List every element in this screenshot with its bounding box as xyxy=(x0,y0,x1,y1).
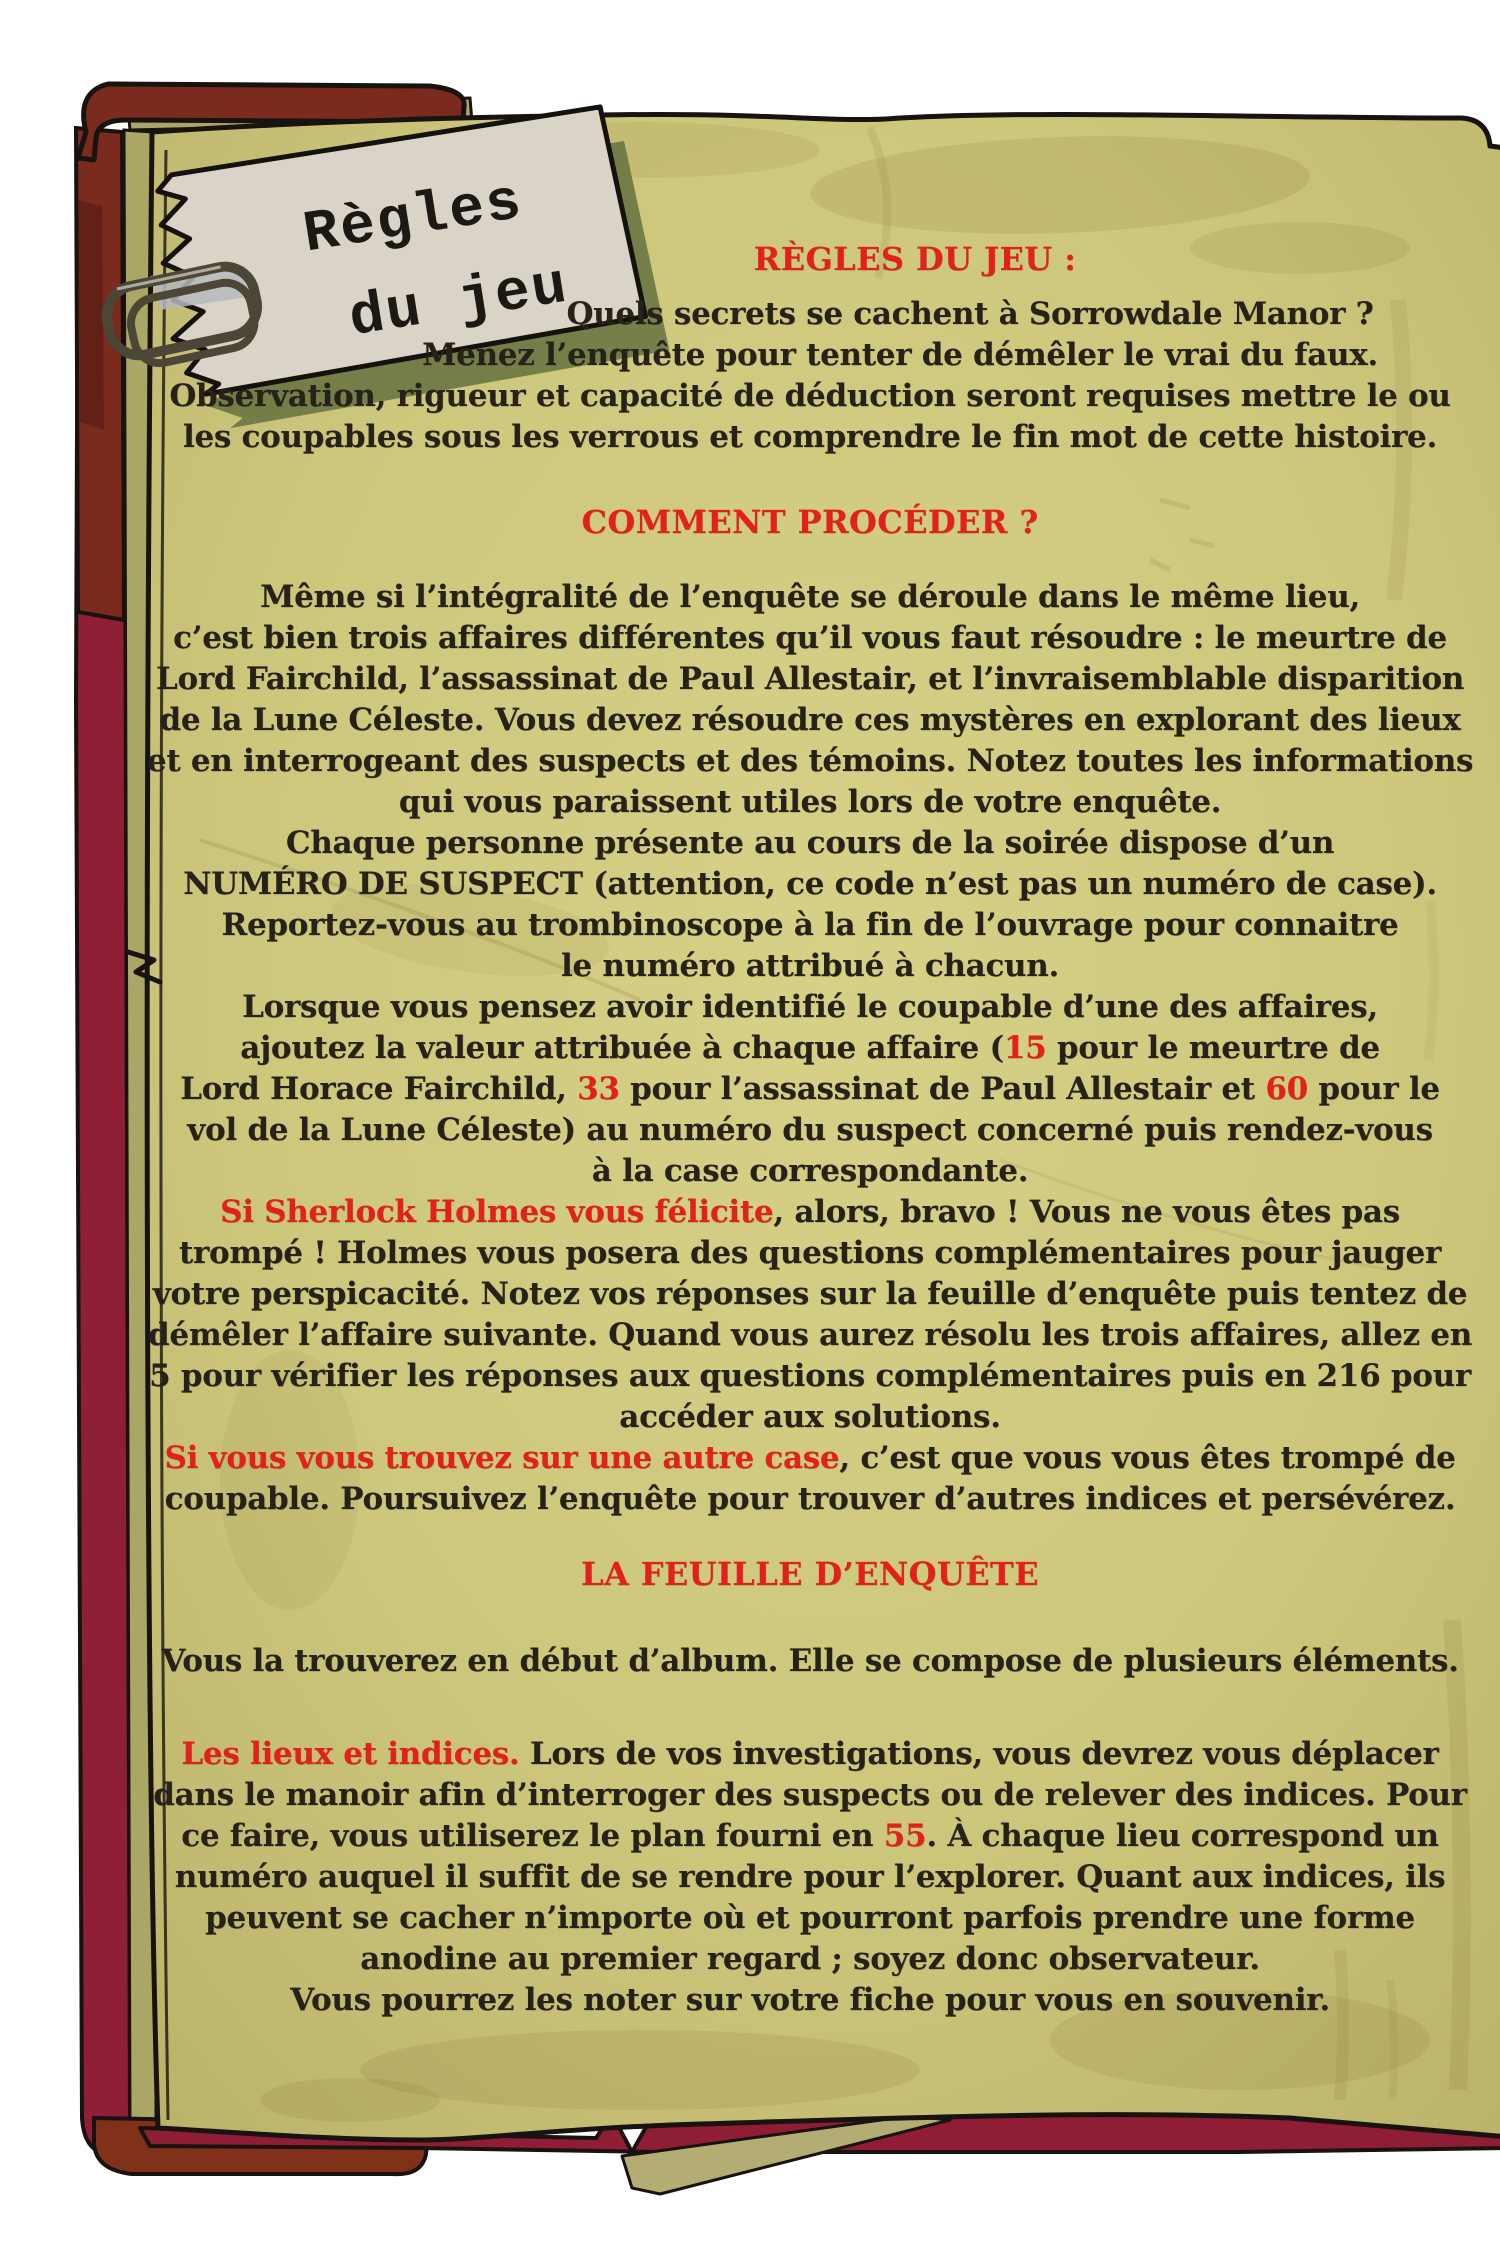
body-text: de la Lune Céleste. Vous devez résoudre ces mystères en explorant des lieux xyxy=(159,701,1461,738)
how-to-paragraph-line xyxy=(170,945,1450,986)
how-to-paragraph-line xyxy=(170,1068,1450,1109)
how-to-paragraph-line xyxy=(170,1232,1450,1273)
how-to-paragraph-line xyxy=(170,904,1450,945)
body-text: Même si l’intégralité de l’enquête se déroule dans le même lieu, xyxy=(260,578,1360,615)
body-text: qui vous paraissent utiles lors de votre enquête. xyxy=(398,783,1222,820)
body-text: ajoutez la valeur attribuée à chaque affaire ( xyxy=(240,1029,1004,1066)
body-text: Quels secrets se cachent à Sorrowdale Manor ? xyxy=(566,295,1374,332)
body-text: trompé ! Holmes vous posera des questions complémentaires pour jauger xyxy=(178,1234,1441,1271)
how-to-paragraph-line xyxy=(170,1150,1450,1191)
intro-paragraph-line xyxy=(170,375,1450,416)
highlighted-text: RÈGLES DU JEU : xyxy=(753,239,1077,278)
body-text: pour l’assassinat de Paul Allestair et xyxy=(619,1070,1266,1107)
body-text: 5 pour vérifier les réponses aux questions complémentaires puis en 216 pour xyxy=(149,1357,1471,1394)
body-text: démêler l’affaire suivante. Quand vous aurez résolu les trois affaires, allez en xyxy=(148,1316,1472,1353)
body-text: et en interrogeant des suspects et des témoins. Notez toutes les informations xyxy=(146,742,1474,779)
how-to-paragraph-line xyxy=(149,1355,1471,1396)
intro-paragraph-line xyxy=(170,293,1450,334)
body-text: , alors, bravo ! Vous ne vous êtes pas xyxy=(773,1193,1400,1230)
cover-left-shadow xyxy=(78,200,104,430)
highlighted-text: Si Sherlock Holmes vous félicite xyxy=(220,1193,774,1230)
how-to-paragraph-line xyxy=(170,617,1450,658)
how-to-paragraph-line xyxy=(170,781,1450,822)
tag-label-line1: Règles xyxy=(299,169,528,269)
how-to-paragraph-line xyxy=(170,1396,1450,1437)
body-text: c’est bien trois affaires différentes qu’il vous faut résoudre : le meurtre de xyxy=(173,619,1447,656)
highlighted-text: 60 xyxy=(1265,1070,1308,1107)
body-text: Lord Fairchild, l’assassinat de Paul Allestair, et l’invraisemblable disparition xyxy=(155,660,1465,697)
highlighted-text: LA FEUILLE D’ENQUÊTE xyxy=(581,1554,1039,1593)
body-text: . À chaque lieu correspond un xyxy=(926,1817,1439,1854)
places-clues-paragraph-line xyxy=(170,1856,1450,1897)
body-text: le numéro attribué à chacun. xyxy=(561,947,1059,984)
rules-heading-line xyxy=(170,238,1450,279)
body-text: peuvent se cacher n’importe où et pourront parfois prendre une forme xyxy=(205,1899,1415,1936)
places-clues-paragraph-line xyxy=(170,1815,1450,1856)
places-clues-paragraph-line xyxy=(170,1979,1450,2020)
body-text: Chaque personne présente au cours de la soirée dispose d’un xyxy=(285,824,1335,861)
body-text: vol de la Lune Céleste) au numéro du suspect concerné puis rendez-vous xyxy=(187,1111,1433,1148)
how-to-paragraph-line xyxy=(159,699,1461,740)
body-text: accéder aux solutions. xyxy=(619,1398,1001,1435)
body-text: votre perspicacité. Notez vos réponses sur la feuille d’enquête puis tentez de xyxy=(152,1275,1468,1312)
body-text: Lors de vos investigations, vous devrez vous déplacer xyxy=(519,1735,1439,1772)
sheet-heading xyxy=(170,1553,1450,1594)
body-text: Lorsque vous pensez avoir identifié le coupable d’une des affaires, xyxy=(242,988,1378,1025)
body-text: à la case correspondante. xyxy=(591,1152,1029,1189)
body-text: pour le meurtre de xyxy=(1046,1029,1380,1066)
rules-text-column xyxy=(146,0,1474,2020)
places-clues-paragraph-line xyxy=(170,1897,1450,1938)
how-to-paragraph-line xyxy=(170,576,1450,617)
highlighted-text: 33 xyxy=(577,1070,620,1107)
body-text: Vous pourrez les noter sur votre fiche pour vous en souvenir. xyxy=(290,1981,1330,2018)
how-to-paragraph-line xyxy=(152,1273,1468,1314)
highlighted-text: COMMENT PROCÉDER ? xyxy=(581,502,1039,541)
how-to-paragraph-line xyxy=(170,822,1450,863)
places-clues-paragraph-line xyxy=(153,1774,1467,1815)
how-to-paragraph-line xyxy=(164,1437,1456,1478)
body-text: Observation, rigueur et capacité de déduction seront requises mettre le ou xyxy=(169,377,1451,414)
body-text: dans le manoir afin d’interroger des suspects ou de relever des indices. Pour xyxy=(153,1776,1467,1813)
body-text: les coupables sous les verrous et comprendre le fin mot de cette histoire. xyxy=(183,418,1437,455)
tag-label-line2: du jeu xyxy=(344,253,574,353)
how-to-paragraph-line xyxy=(146,740,1474,781)
how-to-paragraph-line xyxy=(170,986,1450,1027)
highlighted-text: Les lieux et indices. xyxy=(181,1735,520,1772)
intro-paragraph-line xyxy=(170,334,1450,375)
how-to-paragraph-line xyxy=(170,863,1450,904)
body-text: Reportez-vous au trombinoscope à la fin de l’ouvrage pour connaitre xyxy=(221,906,1399,943)
highlighted-text: Si vous vous trouvez sur une autre case xyxy=(164,1439,840,1476)
body-text: ce faire, vous utiliserez le plan fourni en xyxy=(181,1817,884,1854)
body-text: Lord Horace Fairchild, xyxy=(180,1070,578,1107)
how-to-paragraph-line xyxy=(170,1191,1450,1232)
how-to-paragraph-line xyxy=(155,658,1465,699)
body-text: anodine au premier regard ; soyez donc observateur. xyxy=(360,1940,1260,1977)
body-text: NUMÉRO DE SUSPECT (attention, ce code n’est pas un numéro de case). xyxy=(183,865,1437,902)
places-clues-paragraph-line xyxy=(170,1938,1450,1979)
how-to-paragraph-line xyxy=(170,1027,1450,1068)
how-to-paragraph-line xyxy=(170,1109,1450,1150)
how-to-paragraph-line xyxy=(164,1478,1456,1519)
how-to-heading-line xyxy=(170,501,1450,542)
intro-paragraph-line xyxy=(170,416,1450,457)
intro-paragraph xyxy=(170,293,1450,457)
how-to-paragraph xyxy=(146,576,1474,1519)
places-clues-paragraph-line xyxy=(170,1733,1450,1774)
body-text: Menez l’enquête pour tenter de démêler le vrai du faux. xyxy=(422,336,1378,373)
body-text: , c’est que vous vous êtes trompé de xyxy=(839,1439,1456,1476)
highlighted-text: 55 xyxy=(883,1817,927,1854)
how-to-paragraph-line xyxy=(148,1314,1472,1355)
sheet-intro-paragraph-line xyxy=(161,1640,1459,1681)
rules-heading xyxy=(170,238,1450,279)
body-text: numéro auquel il suffit de se rendre pour l’explorer. Quant aux indices, ils xyxy=(174,1858,1446,1895)
body-text: coupable. Poursuivez l’enquête pour trouver d’autres indices et persévérez. xyxy=(164,1480,1456,1517)
highlighted-text: 15 xyxy=(1003,1029,1047,1066)
places-clues-paragraph xyxy=(153,1733,1467,2020)
how-to-heading xyxy=(170,501,1450,542)
body-text: Vous la trouverez en début d’album. Elle se compose de plusieurs éléments. xyxy=(161,1642,1459,1679)
sheet-heading-line xyxy=(170,1553,1450,1594)
sheet-intro-paragraph xyxy=(161,1640,1459,1681)
body-text: pour le xyxy=(1307,1070,1440,1107)
